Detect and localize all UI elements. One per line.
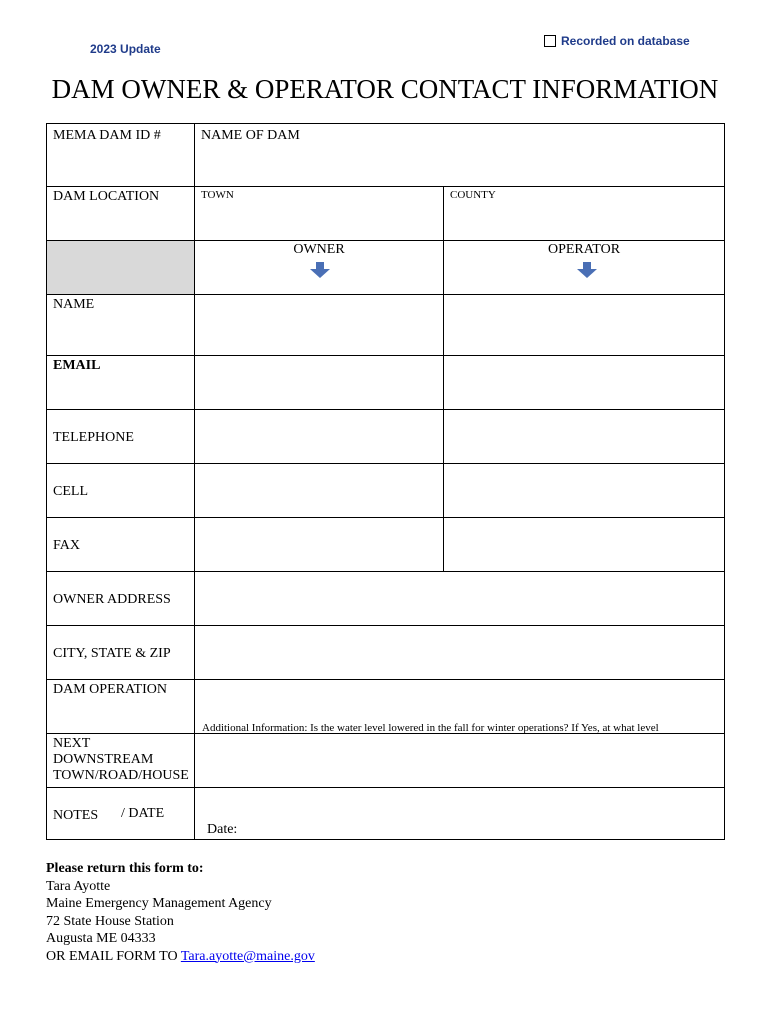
county-field[interactable]	[446, 204, 722, 238]
next-downstream-field[interactable]	[197, 736, 722, 785]
dam-location-label: DAM LOCATION	[53, 189, 160, 204]
return-city: Augusta ME 04333	[46, 931, 156, 946]
city-state-zip-label: CITY, STATE & ZIP	[53, 646, 171, 661]
owner-telephone-field[interactable]	[197, 412, 441, 461]
return-station: 72 State House Station	[46, 913, 174, 929]
town-field[interactable]	[197, 204, 441, 238]
return-email-prefix: OR EMAIL FORM TO	[46, 948, 181, 964]
next-downstream-line: NEXT	[53, 736, 91, 751]
update-year-label: 2023 Update	[90, 42, 161, 56]
owner-name-field[interactable]	[197, 297, 441, 353]
operator-telephone-field[interactable]	[446, 412, 722, 461]
row-divider	[47, 294, 724, 295]
date-label: Date:	[207, 822, 238, 837]
mema-dam-id-label: MEMA DAM ID #	[53, 128, 161, 143]
return-title: Please return this form to:	[46, 861, 204, 876]
owner-column-header: OWNER	[293, 242, 345, 257]
recorded-label: Recorded on database	[561, 34, 690, 48]
shaded-header-cell	[47, 240, 194, 294]
row-divider	[47, 355, 724, 356]
county-label: COUNTY	[450, 189, 496, 201]
cell-label: CELL	[53, 484, 88, 499]
return-instructions	[46, 860, 315, 965]
email-label: EMAIL	[53, 358, 101, 373]
recorded-on-database	[544, 34, 690, 48]
operator-fax-field[interactable]	[446, 520, 722, 569]
row-divider	[47, 625, 724, 626]
notes-date-label: / DATE	[121, 806, 165, 821]
down-arrow-icon	[576, 262, 598, 279]
recorded-checkbox[interactable]	[544, 35, 556, 47]
row-divider	[47, 186, 724, 187]
return-contact-name: Tara Ayotte	[46, 878, 111, 894]
email-link[interactable]: Tara.ayotte@maine.gov	[180, 948, 315, 964]
notes-field[interactable]	[197, 790, 722, 820]
owner-email-field[interactable]	[197, 358, 441, 407]
operator-column-header: OPERATOR	[547, 242, 621, 257]
next-downstream-label	[53, 736, 189, 784]
town-label: TOWN	[201, 189, 234, 201]
owner-address-label: OWNER ADDRESS	[53, 592, 171, 607]
down-arrow-icon	[309, 262, 331, 279]
owner-address-field[interactable]	[197, 574, 722, 623]
row-divider	[47, 679, 724, 680]
row-divider	[47, 787, 724, 788]
row-divider	[47, 463, 724, 464]
column-divider	[194, 124, 195, 839]
date-field[interactable]	[247, 820, 722, 838]
owner-cell-field[interactable]	[197, 466, 441, 515]
operator-email-field[interactable]	[446, 358, 722, 407]
row-divider	[47, 409, 724, 410]
fax-label: FAX	[53, 538, 80, 553]
name-label: NAME	[53, 297, 95, 312]
next-downstream-line: TOWN/ROAD/HOUSE	[53, 768, 189, 783]
mema-dam-id-field[interactable]	[49, 148, 192, 184]
return-agency: Maine Emergency Management Agency	[46, 896, 272, 911]
dam-name-field[interactable]	[197, 148, 722, 184]
dam-operation-field[interactable]	[197, 682, 722, 718]
next-downstream-line: DOWNSTREAM	[53, 752, 154, 767]
city-state-zip-field[interactable]	[197, 628, 722, 677]
operator-name-field[interactable]	[446, 297, 722, 353]
dam-name-label: NAME OF DAM	[201, 128, 300, 143]
operator-cell-field[interactable]	[446, 466, 722, 515]
notes-label: NOTES	[53, 808, 99, 823]
row-divider	[47, 517, 724, 518]
additional-info-text: Additional Information: Is the water level lowered in the fall for winter operations? If Yes, at what level	[202, 722, 659, 734]
owner-fax-field[interactable]	[197, 520, 441, 569]
telephone-label: TELEPHONE	[53, 430, 134, 445]
return-email-line	[46, 948, 315, 966]
page-title: DAM OWNER & OPERATOR CONTACT INFORMATION	[51, 74, 719, 104]
contact-form-table	[46, 123, 725, 840]
row-divider	[47, 240, 724, 241]
dam-operation-label: DAM OPERATION	[53, 682, 167, 697]
row-divider	[47, 571, 724, 572]
